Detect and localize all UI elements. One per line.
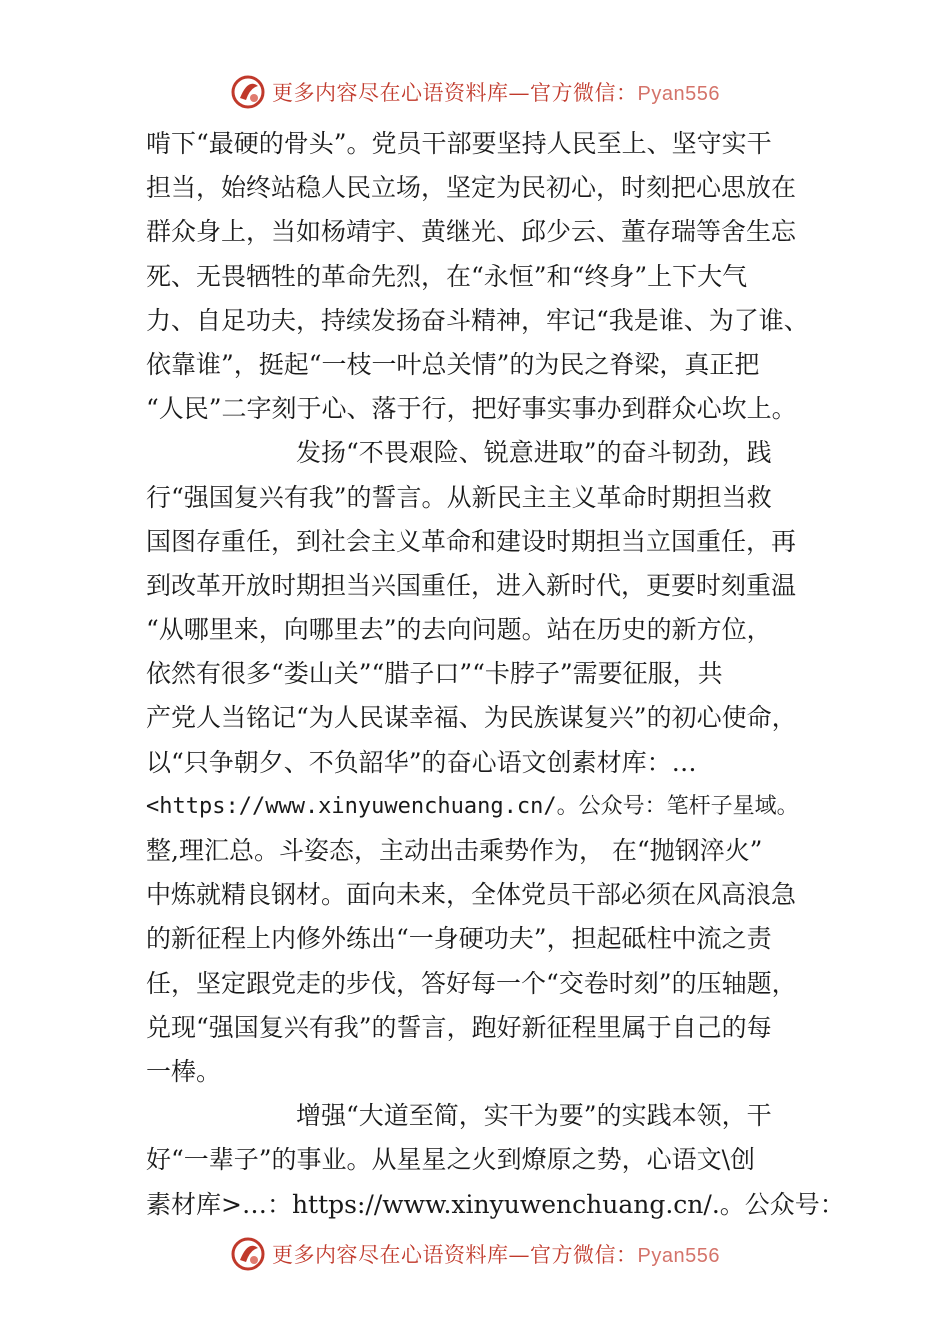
- text-line: 中炼就精良钢材。面向未来，全体党员干部必须在风高浪急: [146, 880, 797, 910]
- text-line: 以“只争朝夕、不负韶华”的奋心语文创素材库：…: [146, 747, 697, 777]
- text-line: 到改革开放时期担当兴国重任，进入新时代，更要时刻重温: [146, 570, 797, 600]
- text-line: 担当，始终站稳人民立场，坚定为民初心，时刻把心思放在: [146, 173, 797, 203]
- text-line: 啃下“最硬的骨头”。党员干部要坚持人民至上、坚守实干: [146, 129, 772, 158]
- text-line: 依靠谁”，挺起“一枝一叶总关情”的为民之脊梁，真正把: [146, 349, 760, 379]
- text-line: 死、无畏牺牲的革命先烈，在“永恒”和“终身”上下大气: [146, 261, 748, 291]
- paragraph-start-line: 增强“大道至简，实干为要”的实践本领，干: [296, 1101, 772, 1131]
- text-line: 力、自足功夫，持续发扬奋斗精神，牢记“我是谁、为了谁、: [146, 305, 809, 335]
- document-body: [146, 122, 845, 1227]
- text-line: 依然有很多“娄山关”“腊子口”“卡脖子”需要征服，共: [146, 659, 723, 689]
- text-line: 产党人当铭记“为人民谋幸福、为民族谋复兴”的初心使命，: [146, 703, 797, 733]
- text-line: 行“强国复兴有我”的誓言。从新民主主义革命时期担当救: [146, 482, 772, 512]
- text-line: 任，坚定跟党走的步伐，答好每一个“交卷时刻”的压轴题，: [146, 968, 797, 998]
- footer-banner-text: 更多内容尽在心语资料库—官方微信：Pyan556: [272, 1243, 720, 1267]
- footer-watermark-banner: [0, 1234, 950, 1274]
- text-line: 素材库>…：https://www.xinyuwenchuang.cn/.。公众号：: [146, 1189, 845, 1219]
- text-line: 群众身上，当如杨靖宇、黄继光、邱少云、董存瑞等舍生忘: [146, 217, 797, 247]
- header-wechat-id: Pyan556: [637, 83, 720, 105]
- text-line: “从哪里来，向哪里去”的去向问题。站在历史的新方位，: [146, 615, 772, 645]
- text-line: 兑现“强国复兴有我”的誓言，跑好新征程里属于自己的每: [146, 1012, 772, 1042]
- footer-wechat-id: Pyan556: [637, 1245, 720, 1267]
- text-line: 一棒。: [146, 1056, 222, 1086]
- header-watermark-banner: [0, 72, 950, 112]
- paragraph-start-line: 发扬“不畏艰险、锐意进取”的奋斗韧劲，践: [296, 438, 772, 468]
- text-line: 整,理汇总。斗姿态，主动出击乘势作为， 在“抛钢淬火”: [146, 836, 763, 865]
- logo-icon: [230, 74, 266, 110]
- text-line: 国图存重任，到社会主义革命和建设时期担当立国重任，再: [146, 526, 797, 556]
- header-banner-text: 更多内容尽在心语资料库—官方微信：Pyan556: [272, 81, 720, 105]
- logo-icon: [230, 1236, 266, 1272]
- text-line: 的新征程上内修外练出“一身硬功夫”，担起砥柱中流之责: [146, 924, 772, 954]
- url-line: <https://www.xinyuwenchuang.cn/。公众号：笔杆子星域。: [146, 793, 799, 819]
- text-line: “人民”二字刻于心、落于行，把好事实事办到群众心坎上。: [146, 394, 797, 424]
- text-line: 好“一辈子”的事业。从星星之火到燎原之势，心语文\创: [146, 1145, 755, 1175]
